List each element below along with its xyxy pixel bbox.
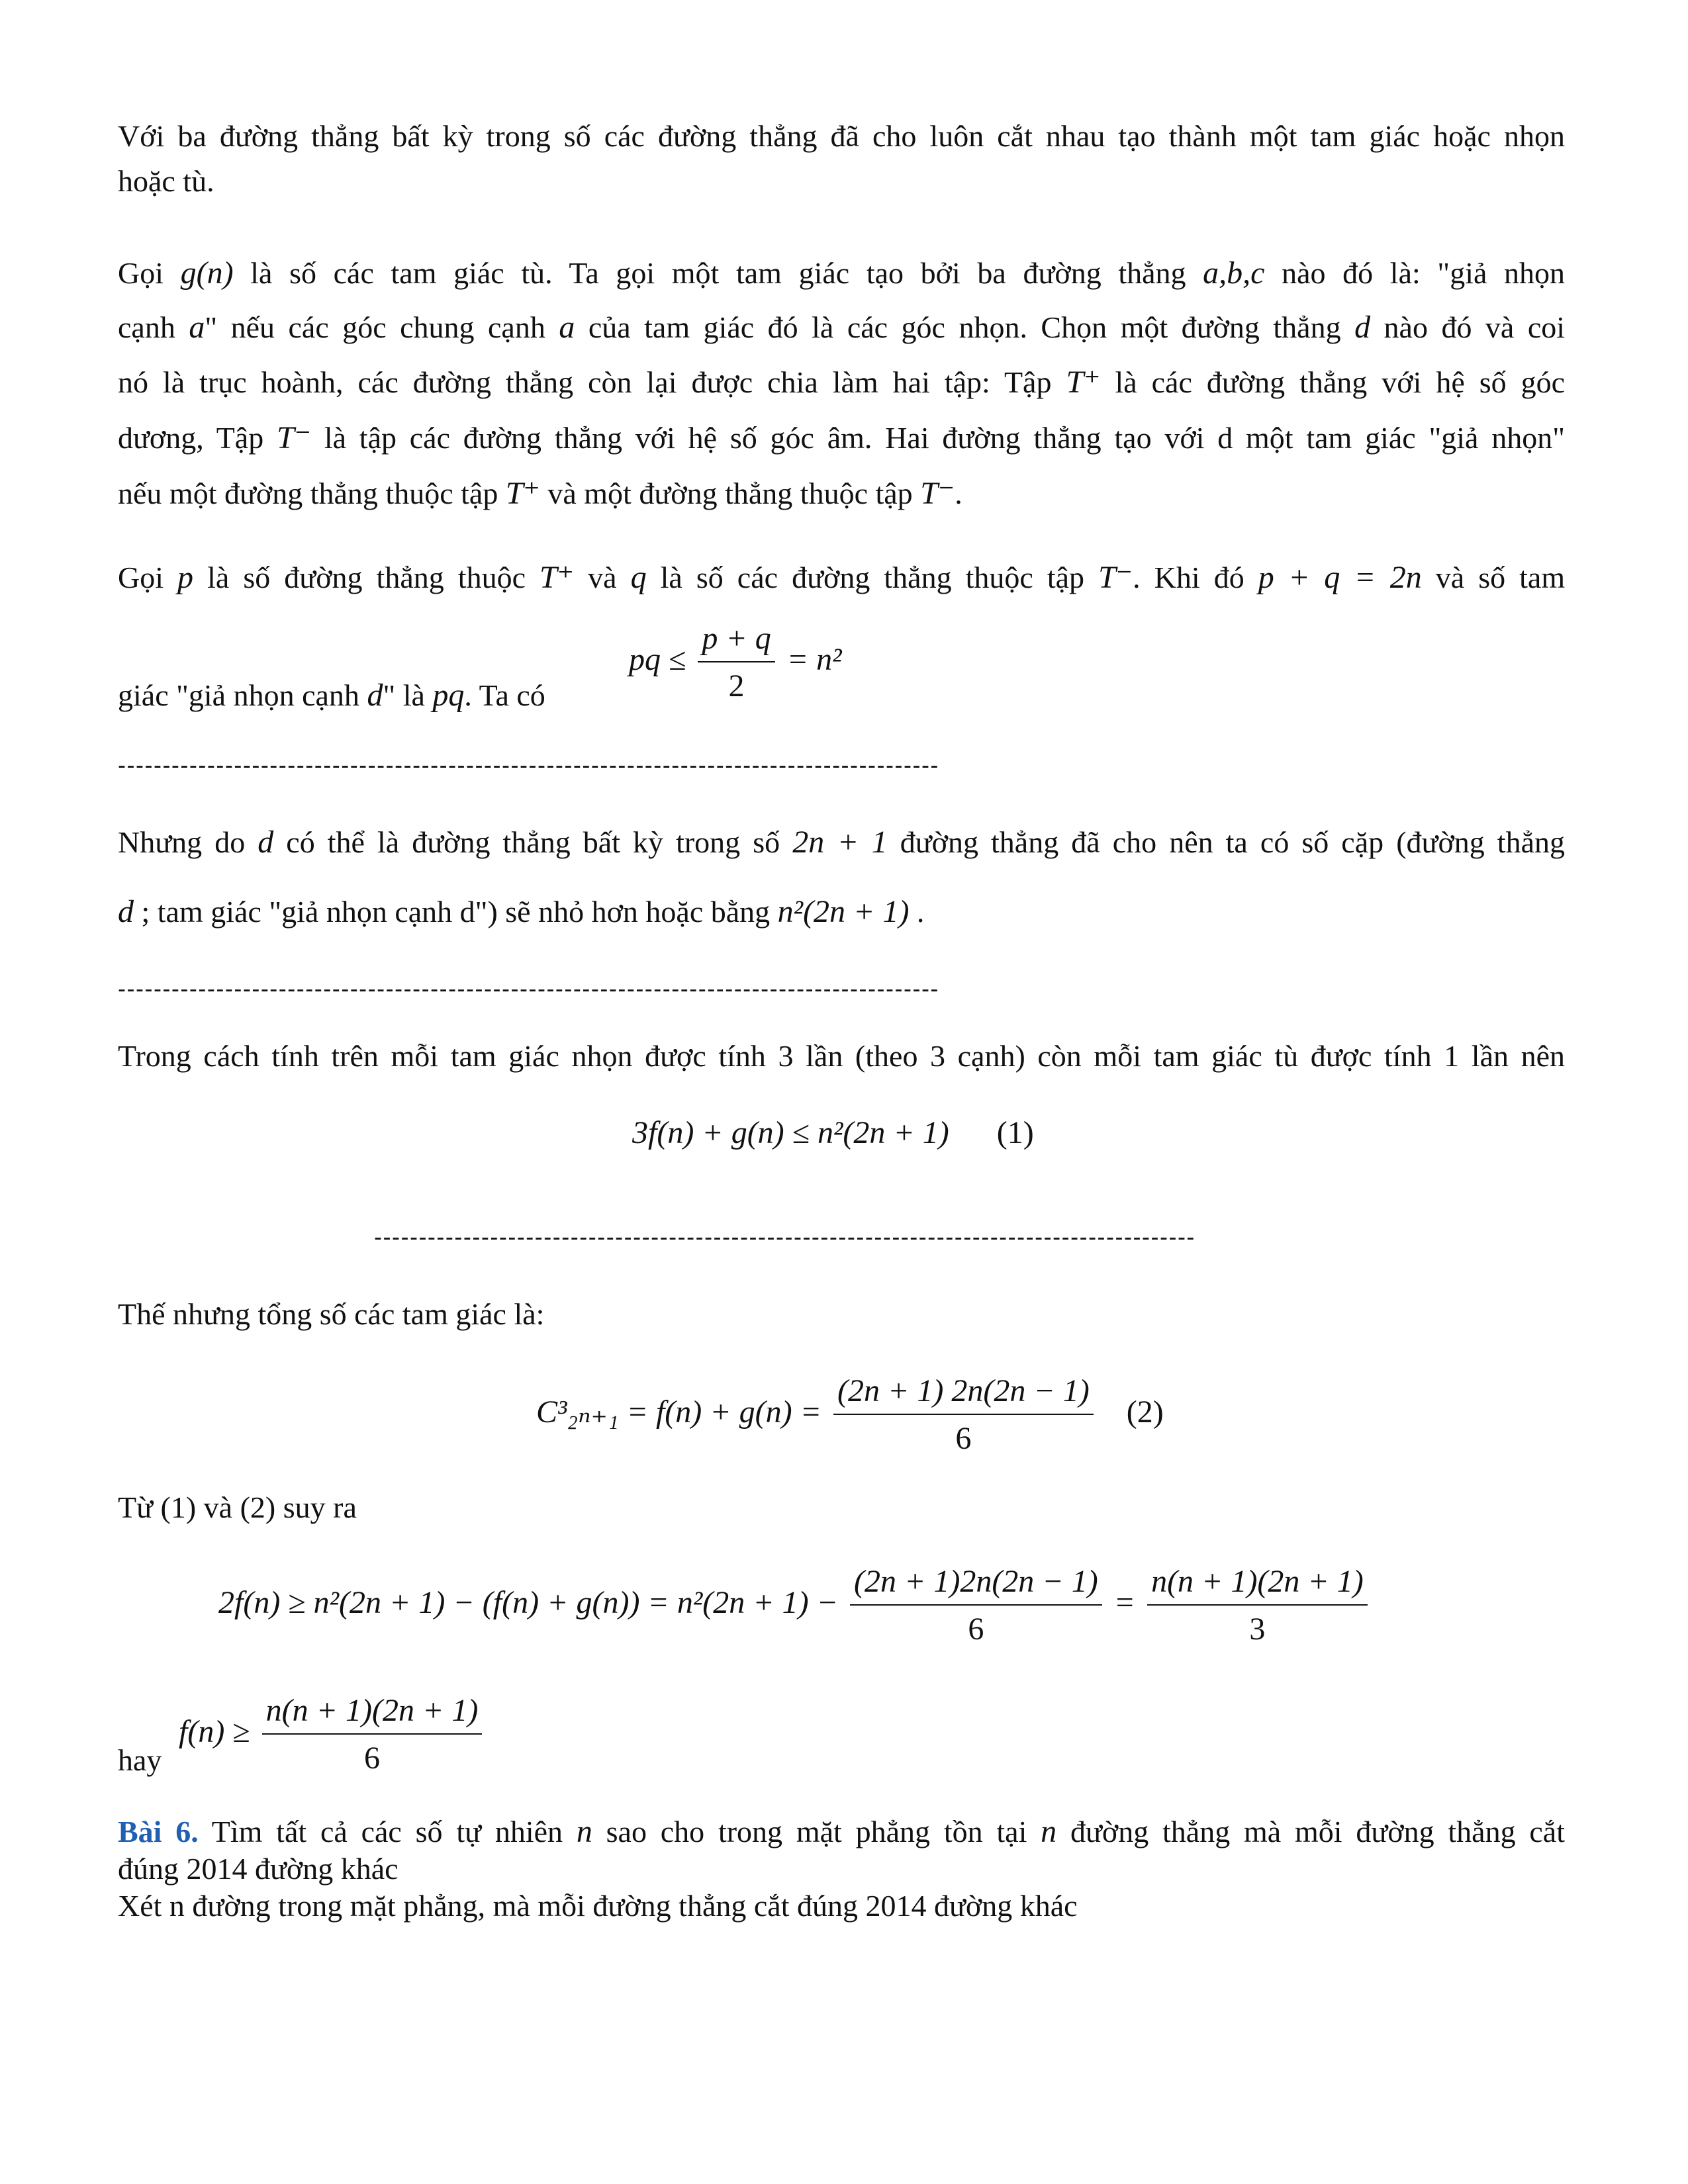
bai-6-line-3: Xét n đường trong mặt phẳng, mà mỗi đường thẳng cắt đúng 2014 đường khác [118, 1889, 1078, 1923]
equation-3: 2f(n) ≥ n²(2n + 1) − (f(n) + g(n)) = n²(2n + 1) − $\frac{(2n + 1)2n(2n - 1)}{6}$ = $\frac{n(n + 1)(2n + 1)}{3}$ [218, 1562, 1372, 1649]
paragraph-2-line-2: cạnh a" nếu các góc chung cạnh a của tam giác đó là các góc nhọn. Chọn một đường thẳng d nào đó và coi [118, 310, 1566, 345]
paragraph-1-line-2: hoặc tù. [118, 164, 214, 198]
paragraph-2-line-1: Gọi g(n) là số các tam giác tù. Ta gọi một tam giác tạo bởi ba đường thẳng a,b,c nào đó là: "giả nhọn [118, 255, 1566, 291]
equation-2: C³₂ₙ₊₁ = f(n) + g(n) = $\frac{(2n + 1) 2n(2n - 1)}{6}$ (2) [536, 1371, 1164, 1459]
paragraph-3-line-2: giác "giả nhọn cạnh d" là pq. Ta có [118, 678, 545, 713]
equation-1: 3f(n) + g(n) ≤ n²(2n + 1) (1) [632, 1115, 1034, 1150]
equation-4: f(n) ≥ $\frac{n(n + 1)(2n + 1)}{6}$ [179, 1691, 486, 1778]
paragraph-2-line-5: nếu một đường thẳng thuộc tập T⁺ và một đường thẳng thuộc tập T⁻. [118, 476, 962, 511]
paragraph-7: Từ (1) và (2) suy ra [118, 1490, 357, 1524]
paragraph-3-line-1: Gọi p là số đường thẳng thuộc T⁺ và q là số các đường thẳng thuộc tập T⁻. Khi đó p + q = 2n và số tam [118, 560, 1566, 595]
paragraph-4-line-2: d ; tam giác "giả nhọn cạnh d") sẽ nhỏ hơn hoặc bằng n²(2n + 1) . [118, 894, 925, 929]
paragraph-2-line-3: nó là trục hoành, các đường thẳng còn lại được chia làm hai tập: Tập T⁺ là các đường thẳng với hệ số góc [118, 365, 1566, 400]
separator-2: -------------------------------------------------------------------------------------------- [118, 975, 939, 1002]
hay-label: hay [118, 1743, 162, 1777]
separator-1: -------------------------------------------------------------------------------------------- [118, 751, 939, 778]
bai-6-line-2: đúng 2014 đường khác [118, 1852, 399, 1886]
math-g-n: g(n) [180, 255, 234, 291]
separator-3: -------------------------------------------------------------------------------------------- [374, 1223, 1196, 1250]
bai-6-line-1: Bài 6. Tìm tất cả các số tự nhiên n sao cho trong mặt phẳng tồn tại n đường thẳng mà mỗi đường thẳng cắt [118, 1814, 1566, 1849]
bai-6-label: Bài 6. [118, 1815, 199, 1848]
paragraph-1-line-1: Với ba đường thẳng bất kỳ trong số các đường thẳng đã cho luôn cắt nhau tạo thành một tam giác hoặc nhọn [118, 119, 1565, 153]
paragraph-2-line-4: dương, Tập T⁻ là tập các đường thẳng với hệ số góc âm. Hai đường thẳng tạo với d một tam giác "giả nhọn" [118, 420, 1566, 455]
paragraph-6: Thế nhưng tổng số các tam giác là: [118, 1297, 545, 1331]
equation-pq: pq ≤ $\frac{p + q}{2}$ = n² [629, 619, 842, 706]
math-abc: a,b,c [1203, 255, 1265, 291]
paragraph-4-line-1: Nhưng do d có thể là đường thẳng bất kỳ trong số 2n + 1 đường thẳng đã cho nên ta có số cặp (đường thẳng [118, 825, 1566, 860]
paragraph-5: Trong cách tính trên mỗi tam giác nhọn được tính 3 lần (theo 3 cạnh) còn mỗi tam giác tù được tính 1 lần nên [118, 1039, 1565, 1073]
